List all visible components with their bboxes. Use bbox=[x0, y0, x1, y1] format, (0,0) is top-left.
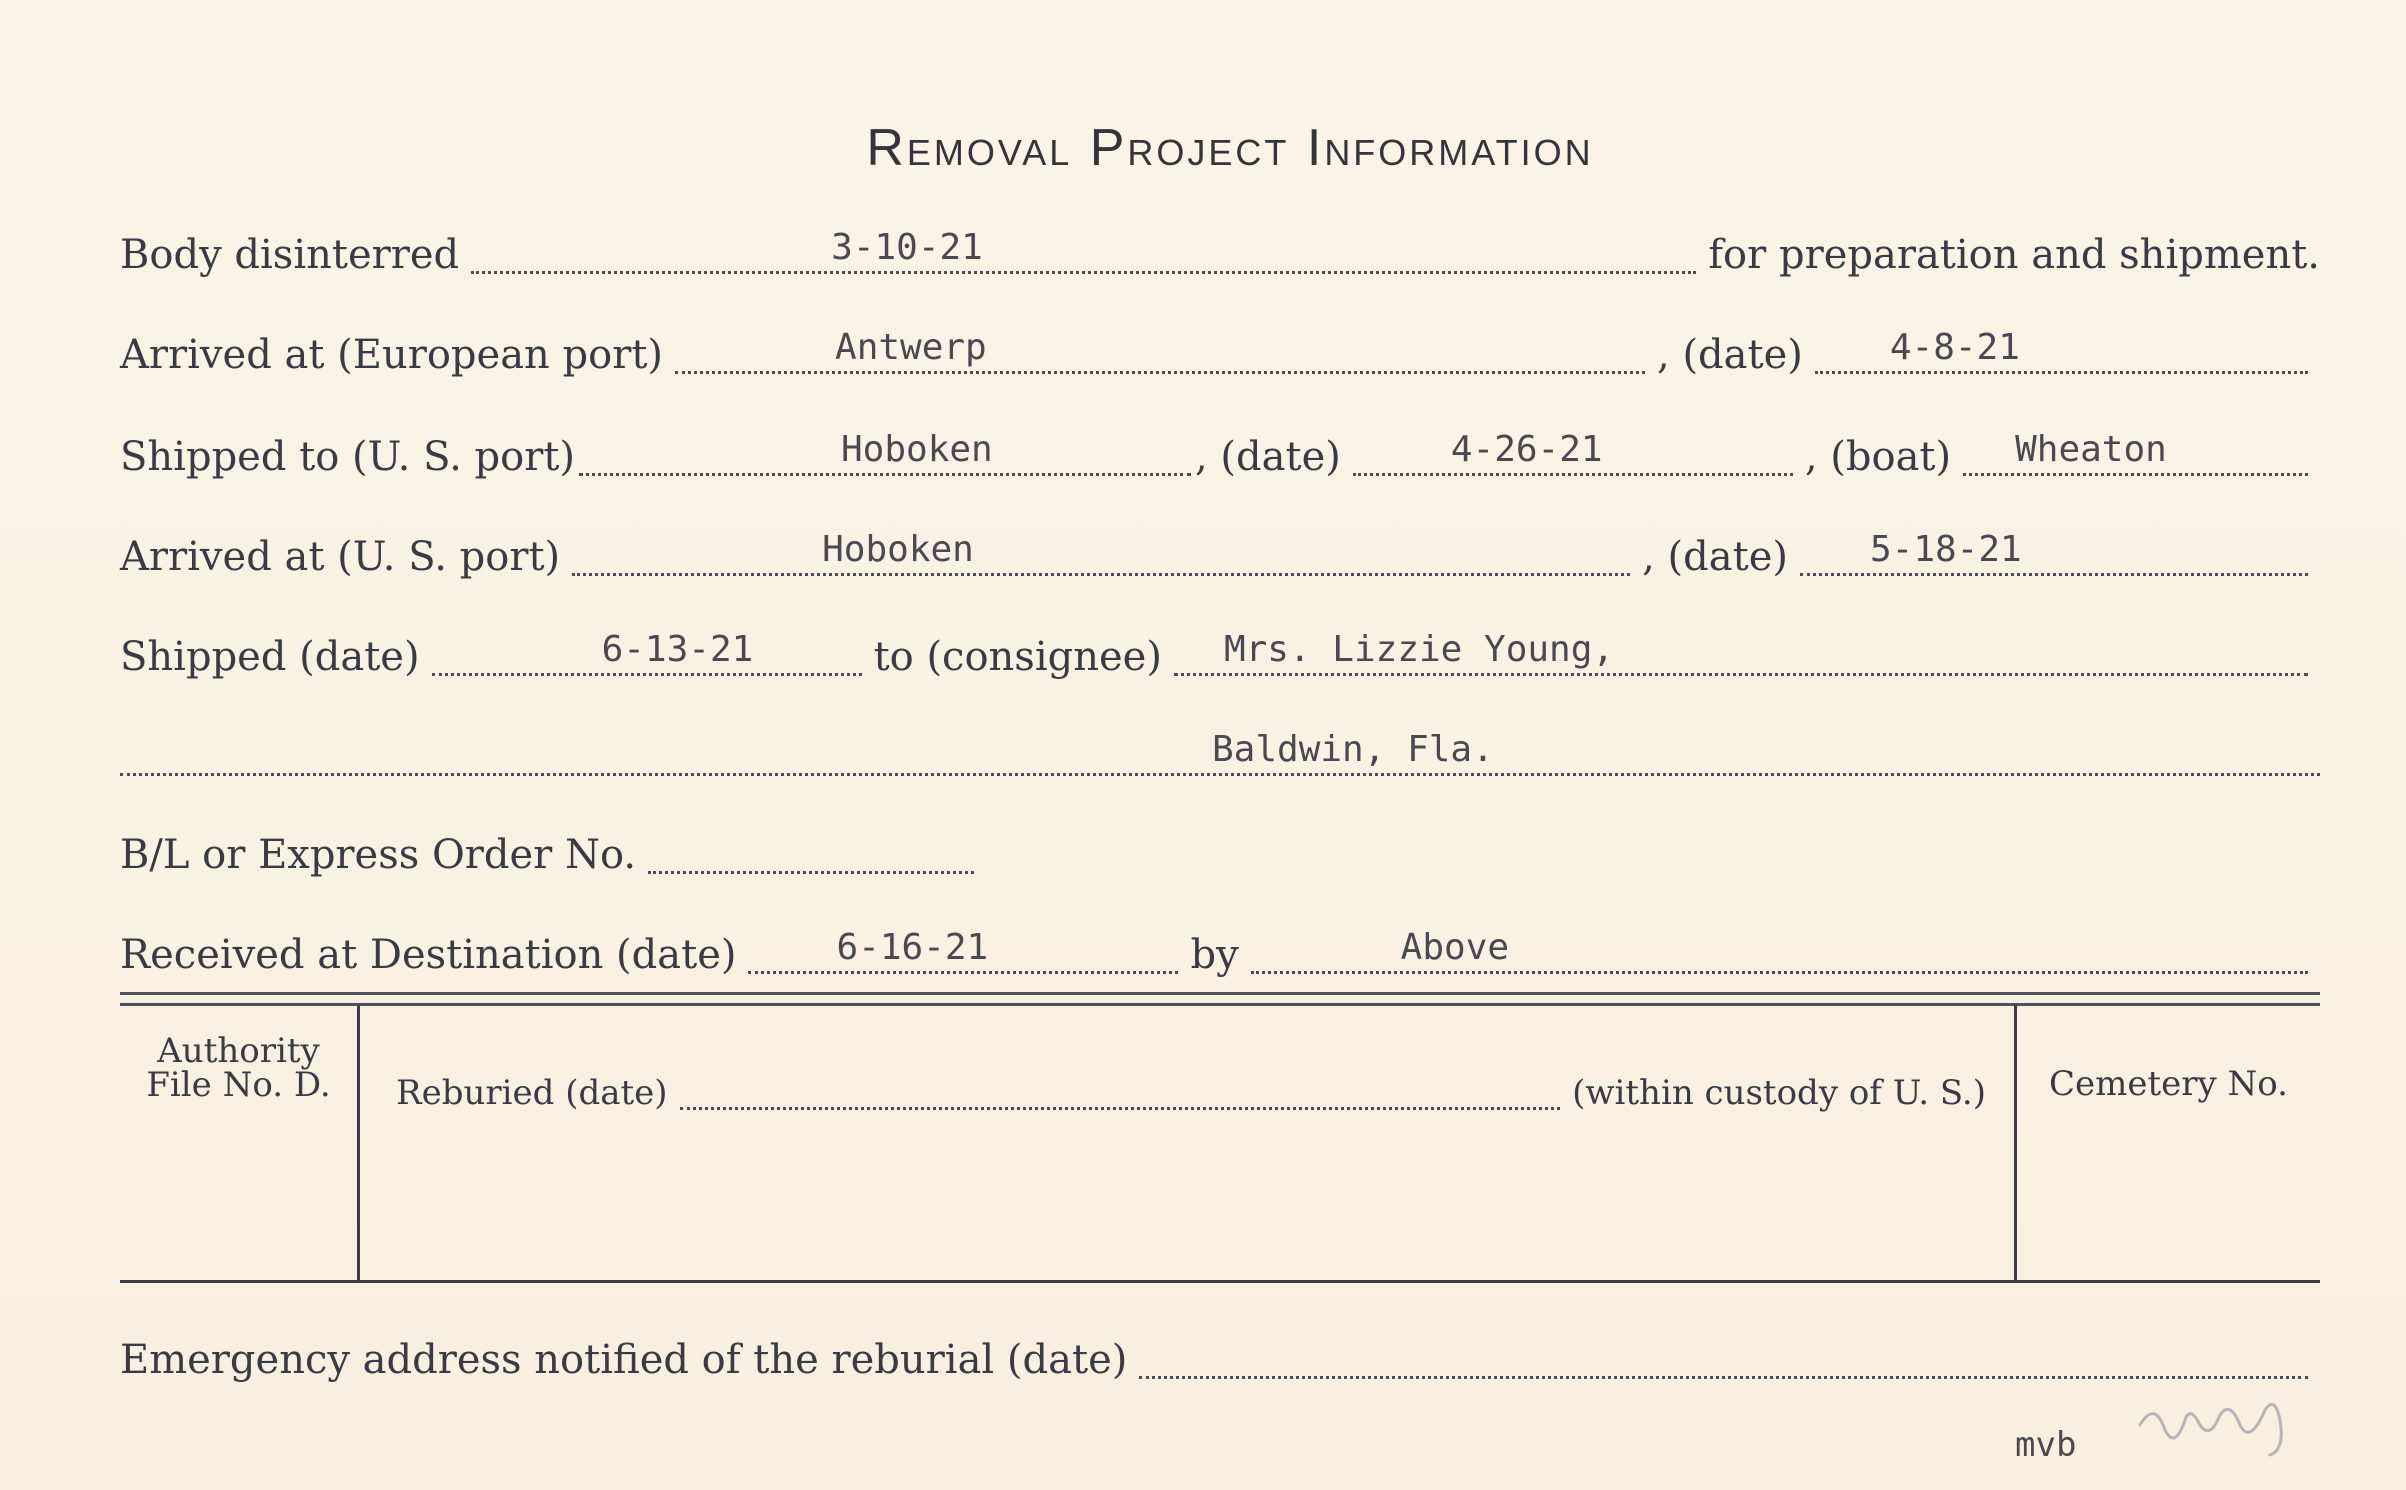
label-by: by bbox=[1190, 932, 1239, 978]
card-title: Removal Project Information bbox=[866, 119, 1594, 177]
box-divider-left bbox=[357, 1005, 360, 1280]
row-arrived-europe bbox=[120, 328, 2320, 378]
row-reburied bbox=[396, 1064, 1986, 1113]
value-by: Above bbox=[1400, 927, 1510, 968]
value-arrived-us-date: 5-18-21 bbox=[1869, 529, 2022, 570]
value-shipped-date: 6-13-21 bbox=[601, 629, 754, 670]
field-arrived-europe-date bbox=[1815, 328, 2308, 368]
field-consignee bbox=[1174, 630, 2308, 670]
field-reburied bbox=[680, 1064, 1561, 1104]
label-arrived-europe: Arrived at (European port) bbox=[120, 332, 664, 378]
row-emergency bbox=[120, 1333, 2320, 1383]
clerk-initials: mvb bbox=[2015, 1425, 2077, 1465]
label-authority: Authority bbox=[157, 1031, 320, 1071]
pencil-scribble-icon bbox=[2130, 1380, 2330, 1460]
value-shipped-us-date: 4-26-21 bbox=[1450, 429, 1603, 470]
field-emergency bbox=[1139, 1333, 2308, 1373]
label-body-disinterred: Body disinterred bbox=[120, 232, 460, 278]
label-arrived-us: Arrived at (U. S. port) bbox=[120, 534, 561, 580]
field-arrived-us-date bbox=[1800, 530, 2308, 570]
label-custody: (within custody of U. S.) bbox=[1572, 1073, 1986, 1113]
row-address bbox=[120, 730, 2320, 770]
value-us-port: Hoboken bbox=[841, 429, 993, 470]
value-arrived-europe-date: 4-8-21 bbox=[1889, 327, 2020, 368]
label-shipped-us-date: , (date) bbox=[1195, 434, 1341, 480]
value-consignee: Mrs. Lizzie Young, bbox=[1223, 629, 1615, 670]
double-rule bbox=[120, 992, 2320, 1006]
row-body-disinterred bbox=[120, 228, 2320, 278]
label-preparation: for preparation and shipment. bbox=[1708, 232, 2320, 278]
authority-block bbox=[120, 1031, 357, 1105]
label-reburied: Reburied (date) bbox=[396, 1073, 668, 1113]
label-boat: , (boat) bbox=[1804, 434, 1952, 480]
row-shipped bbox=[120, 630, 2320, 680]
row-received bbox=[120, 928, 2320, 978]
field-address bbox=[120, 730, 2320, 770]
label-arrived-us-date: , (date) bbox=[1642, 534, 1788, 580]
field-disinterred bbox=[471, 228, 1696, 268]
label-file-no: File No. D. bbox=[146, 1065, 331, 1105]
field-shipped-us-date bbox=[1353, 430, 1793, 470]
value-address: Baldwin, Fla. bbox=[1212, 729, 1494, 770]
label-shipped-date: Shipped (date) bbox=[120, 634, 420, 680]
value-disinterred-date: 3-10-21 bbox=[831, 227, 983, 268]
label-bl: B/L or Express Order No. bbox=[120, 832, 637, 878]
box-divider-right bbox=[2014, 1005, 2017, 1280]
field-boat bbox=[1963, 430, 2308, 470]
label-received: Received at Destination (date) bbox=[120, 932, 737, 978]
field-received-date bbox=[748, 928, 1178, 968]
label-emergency: Emergency address notified of the reburial (date) bbox=[120, 1337, 1128, 1383]
value-european-port: Antwerp bbox=[835, 327, 987, 368]
field-european-port bbox=[675, 328, 1645, 368]
label-cemetery-no: Cemetery No. bbox=[2049, 1064, 2288, 1104]
label-arrived-europe-date: , (date) bbox=[1657, 332, 1803, 378]
field-us-port bbox=[579, 430, 1191, 470]
row-shipped-us bbox=[120, 430, 2320, 480]
field-arrived-us-port bbox=[572, 530, 1630, 570]
value-boat: Wheaton bbox=[2015, 429, 2167, 470]
row-arrived-us bbox=[120, 530, 2320, 580]
field-by bbox=[1251, 928, 2308, 968]
label-consignee: to (consignee) bbox=[873, 634, 1162, 680]
value-received-date: 6-16-21 bbox=[836, 927, 989, 968]
bottom-rule bbox=[120, 1280, 2320, 1283]
row-bl bbox=[120, 828, 986, 878]
field-bl bbox=[648, 828, 974, 868]
label-shipped-us: Shipped to (U. S. port) bbox=[120, 434, 575, 480]
field-shipped-date bbox=[432, 630, 862, 670]
value-arrived-us-port: Hoboken bbox=[822, 529, 974, 570]
